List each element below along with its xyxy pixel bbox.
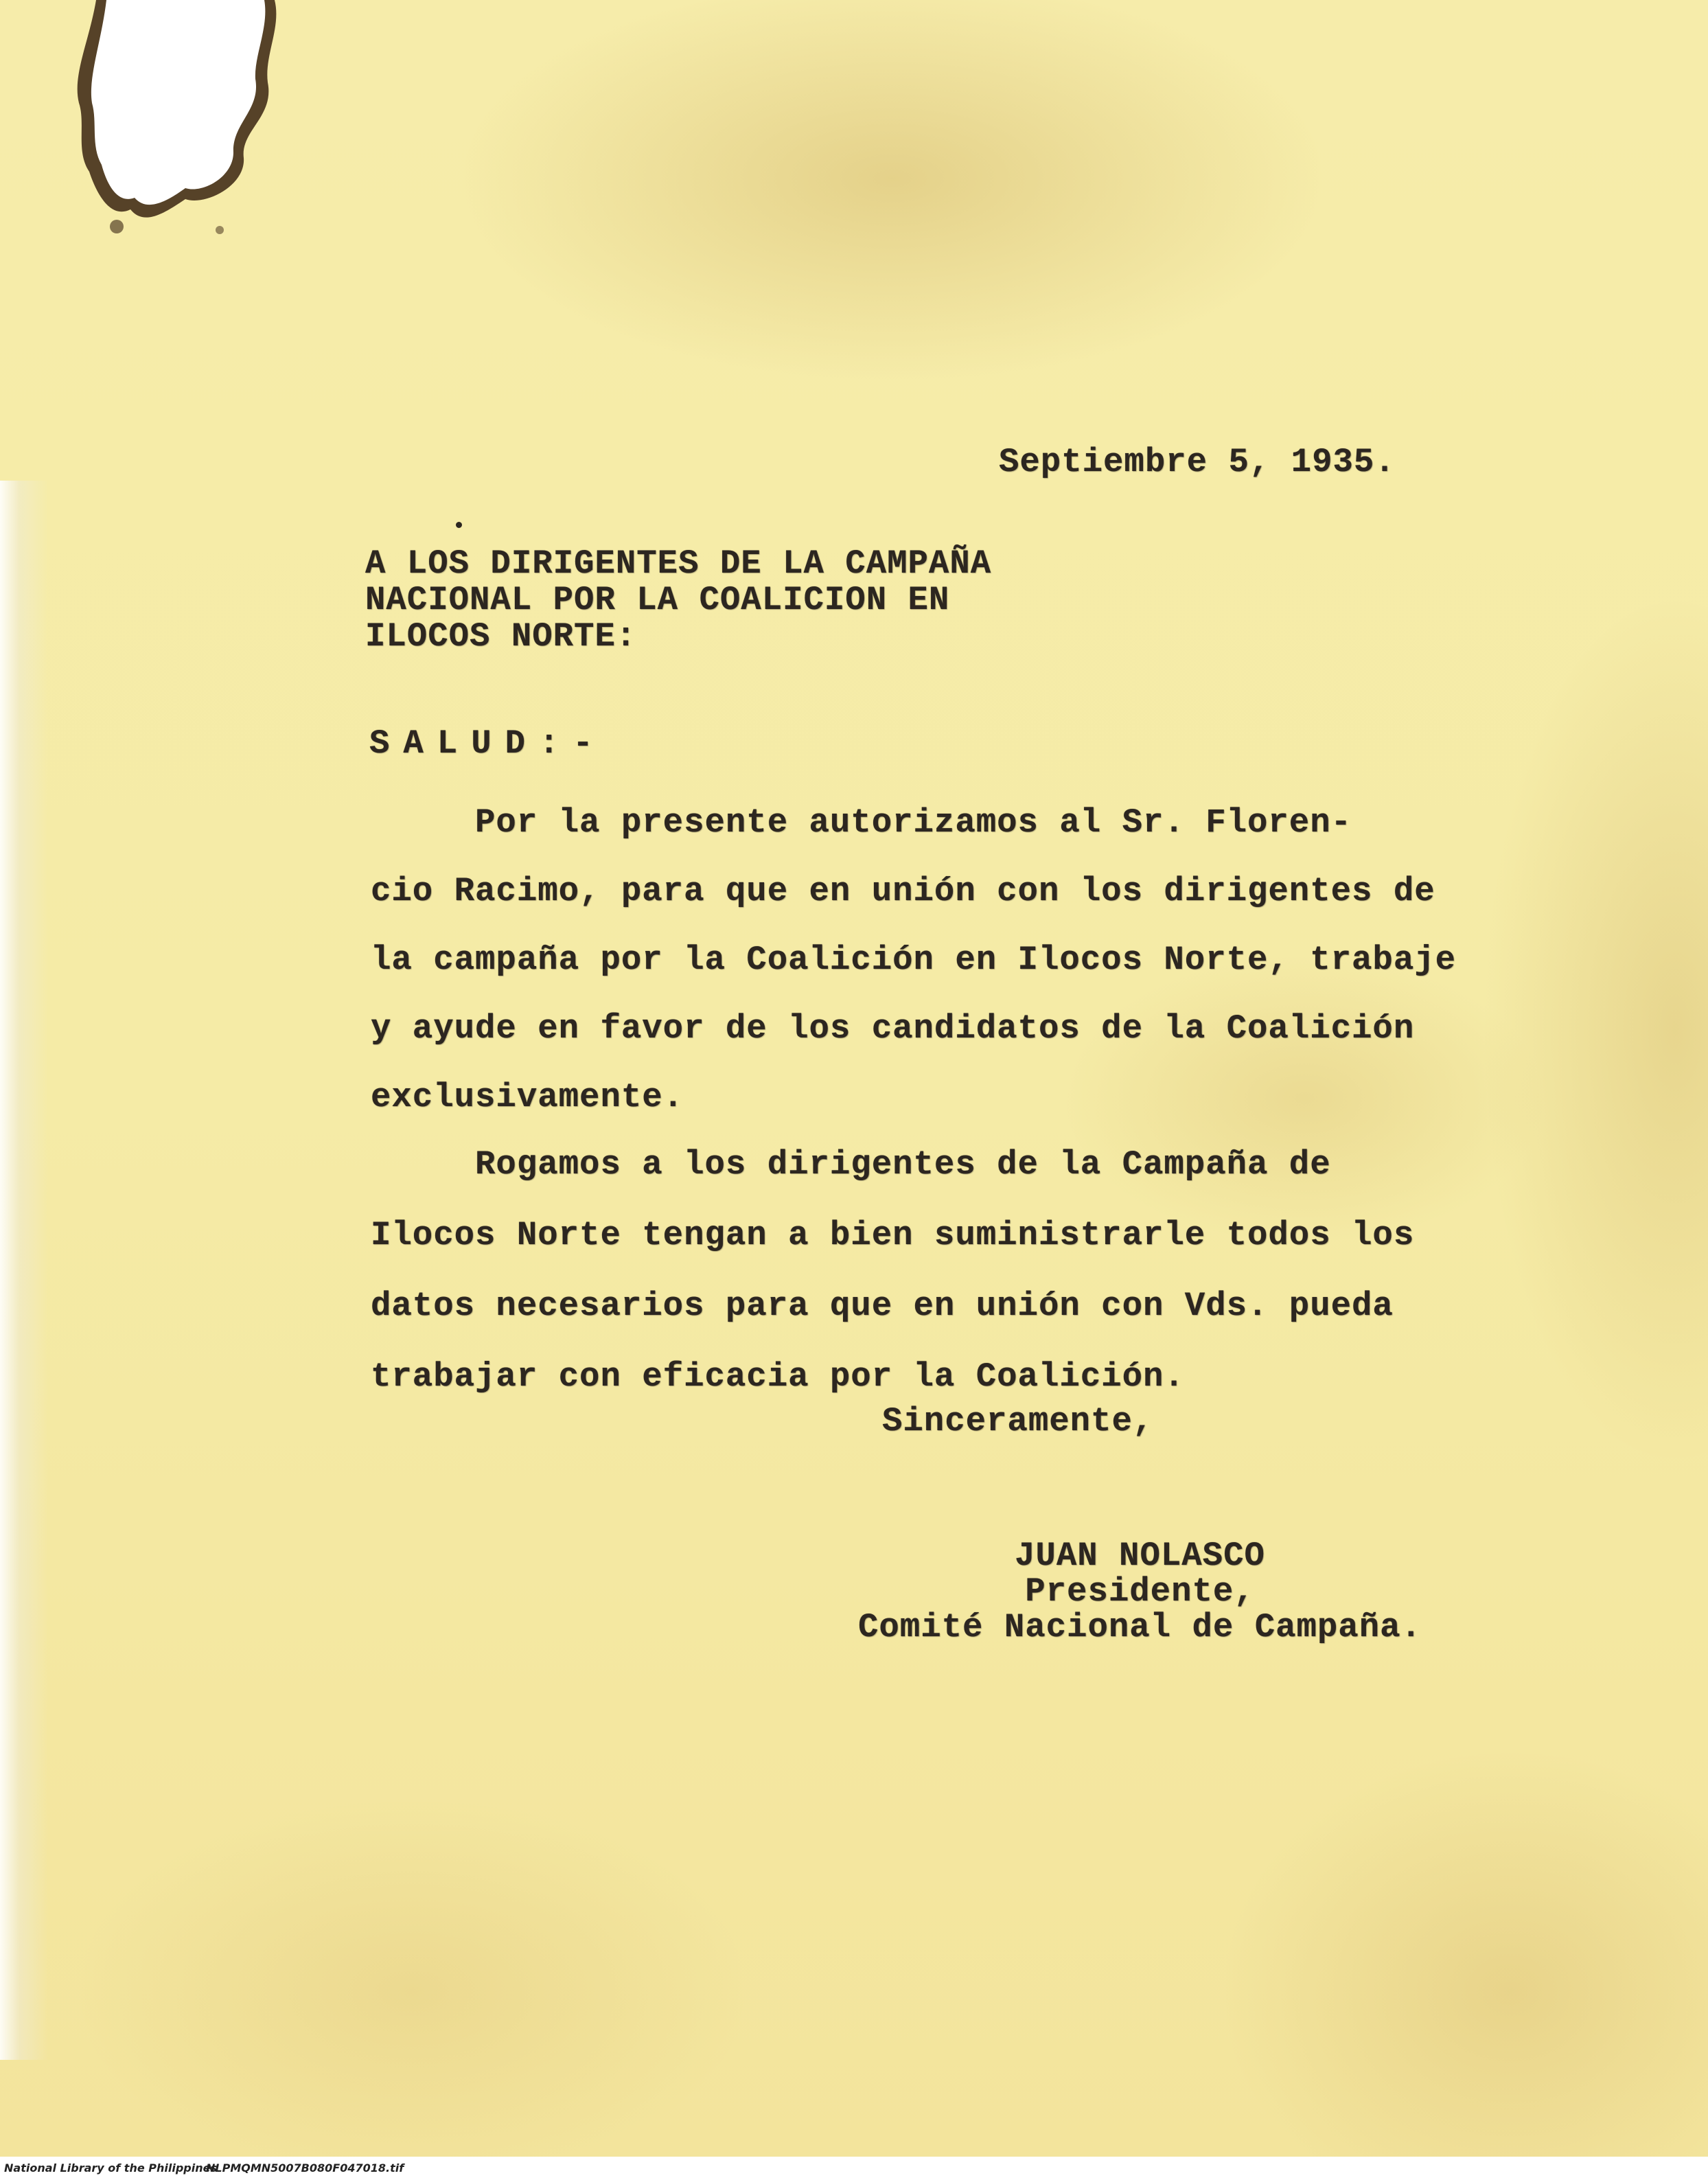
addressee-block: [365, 546, 991, 655]
footer-source: National Library of the Philippines: [4, 2161, 217, 2175]
paragraph-line: trabajar con eficacia por la Coalición.: [371, 1357, 1185, 1396]
paragraph-line: la campaña por la Coalición en Ilocos Norte, trabaje: [371, 941, 1457, 979]
paragraph-line: Por la presente autorizamos al Sr. Floren-: [371, 803, 1352, 842]
burn-damage-mark: [69, 0, 302, 247]
salutation: SALUD:-: [369, 724, 607, 763]
paragraph-line: Ilocos Norte tengan a bien suministrarle todos los: [371, 1216, 1415, 1254]
ink-dot: [456, 522, 462, 528]
paragraph-1: [371, 788, 1456, 1132]
addressee-line: ILOCOS NORTE:: [365, 617, 637, 656]
signatory-name: JUAN NOLASCO: [1015, 1537, 1265, 1575]
paragraph-2: [371, 1129, 1414, 1412]
paragraph-line: datos necesarios para que en unión con Vds. pueda: [371, 1287, 1394, 1325]
paragraph-line: y ayude en favor de los candidatos de la Coalición: [371, 1009, 1415, 1048]
paragraph-line: exclusivamente.: [371, 1078, 684, 1116]
addressee-line: NACIONAL POR LA COALICION EN: [365, 581, 950, 619]
signature-block: [858, 1538, 1422, 1645]
paragraph-line: Rogamos a los dirigentes de la Campaña de: [371, 1145, 1331, 1184]
archive-footer: [0, 2157, 1708, 2180]
addressee-line: A LOS DIRIGENTES DE LA CAMPAÑA: [365, 544, 992, 583]
closing: Sinceramente,: [882, 1402, 1154, 1441]
paragraph-line: cio Racimo, para que en unión con los dirigentes de: [371, 872, 1435, 910]
letter-date: Septiembre 5, 1935.: [999, 443, 1396, 481]
signatory-title: Presidente,: [1025, 1572, 1255, 1611]
signatory-organization: Comité Nacional de Campaña.: [858, 1608, 1422, 1647]
footer-filename: NLPMQMN5007B080F047018.tif: [206, 2161, 404, 2175]
torn-left-edge: [0, 481, 48, 2060]
